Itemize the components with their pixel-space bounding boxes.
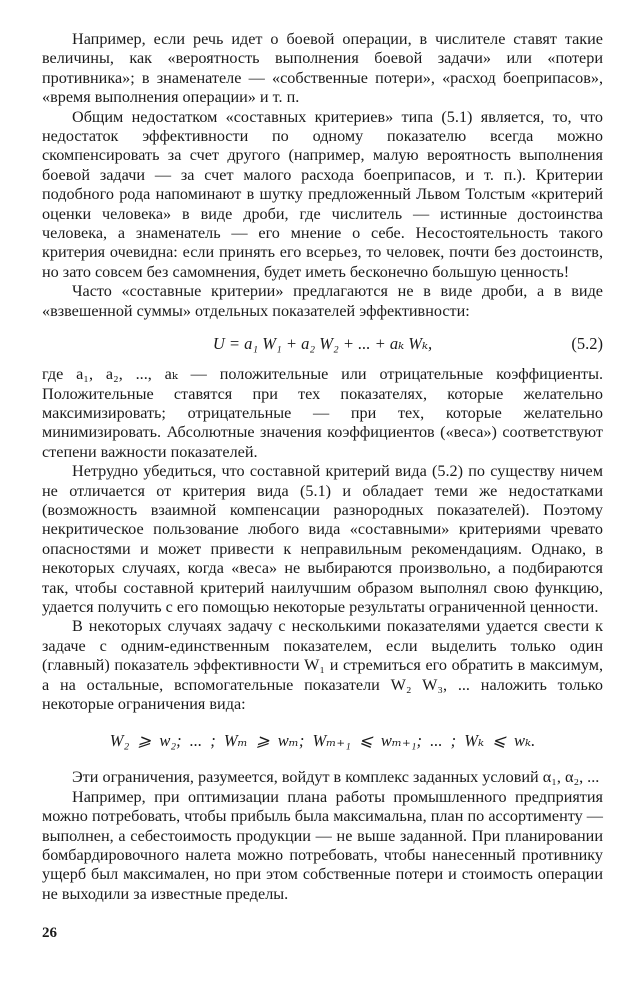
formula-5-2-number: (5.2) [571, 334, 603, 354]
paragraph-2: Общим недостатком «составных критериев» типа (5.1) является, то, что недостаток эффективности по одному показателю всегда можно скомпенсировать за счет другого (например, малую вероятность выполнения боевой задачи — за счет малого расхода боеприпасов, и т. п.). Критерии подобного рода напоминают в шутку предложенный Львом Толстым «критерий оценки человека» в виде дроби, где числитель — истинные достоинства человека, а знаменатель — его мнение о себе. Несостоятельность такого критерия очевидна: если принять его всерьез, то человек, почти без достоинств, но зато совсем без самомнения, будет иметь бесконечно большую ценность! [42, 107, 603, 281]
paragraph-4: где a₁, a₂, ..., aₖ — положительные или отрицательные коэффициенты. Положительные ставятся при тех показателях, которые желательно максимизировать; отрицательные — при тех, которые желательно минимизировать. Абсолютные значения коэффициентов («веса») соответствуют степени важности показателей. [42, 365, 603, 461]
constraints-formula: W₂ ⩾ w₂; ... ; Wₘ ⩾ wₘ; Wₘ₊₁ ⩽ wₘ₊₁; ... ; Wₖ ⩽ wₖ. [109, 731, 536, 751]
paragraph-8: Например, при оптимизации плана работы промышленного предприятия можно потребовать, чтобы прибыль была максимальна, план по ассортименту — выполнен, а себестоимость продукции — не выше заданной. При планировании бомбардировочного налета можно потребовать, чтобы нанесенный противнику ущерб был максимален, но при этом собственные потери и стоимость операции не выходили за известные пределы. [42, 787, 603, 903]
paragraph-5: Нетрудно убедиться, что составной критерий вида (5.2) по существу ничем не отличается от критерия вида (5.1) и обладает теми же недостатками (возможность взаимной компенсации разнородных показателей). Поэтому некритическое пользование любого вида «составными» критериями чревато опасностями и может привести к неправильным рекомендациям. Однако, в некоторых случаях, когда «веса» не выбираются произвольно, а подбираются так, чтобы составной критерий наилучшим образом выполнял свою функцию, удается получить с его помощью некоторые результаты ограниченной ценности. [42, 462, 603, 616]
paragraph-7: Эти ограничения, разумеется, войдут в комплекс заданных условий α₁, α₂, ... [72, 768, 600, 787]
paragraph-6: В некоторых случаях задачу с несколькими показателями удается свести к задаче с одним-единственным показателем, если выделить только один (главный) показатель эффективности W₁ и стремиться его обратить в максимум, а на остальные, вспомогательные показатели W₂ W₃, ... наложить только некоторые ограничения вида: [42, 617, 603, 713]
formula-5-2 [42, 333, 603, 355]
formula-5-2-expression: U = a₁ W₁ + a₂ W₂ + ... + aₖ Wₖ, [212, 334, 433, 354]
paragraph-3: Часто «составные критерии» предлагаются не в виде дроби, а в виде «взвешенной суммы» отдельных показателей эффективности: [42, 282, 603, 320]
page-number: 26 [42, 925, 57, 941]
paragraph-1: Например, если речь идет о боевой операции, в числителе ставят такие величины, как «вероятность выполнения боевой задачи» или «потери противника»; в знаменателе — «собственные потери», «расход боеприпасов», «время выполнения операции» и т. п. [42, 30, 603, 107]
body-text [42, 30, 603, 904]
